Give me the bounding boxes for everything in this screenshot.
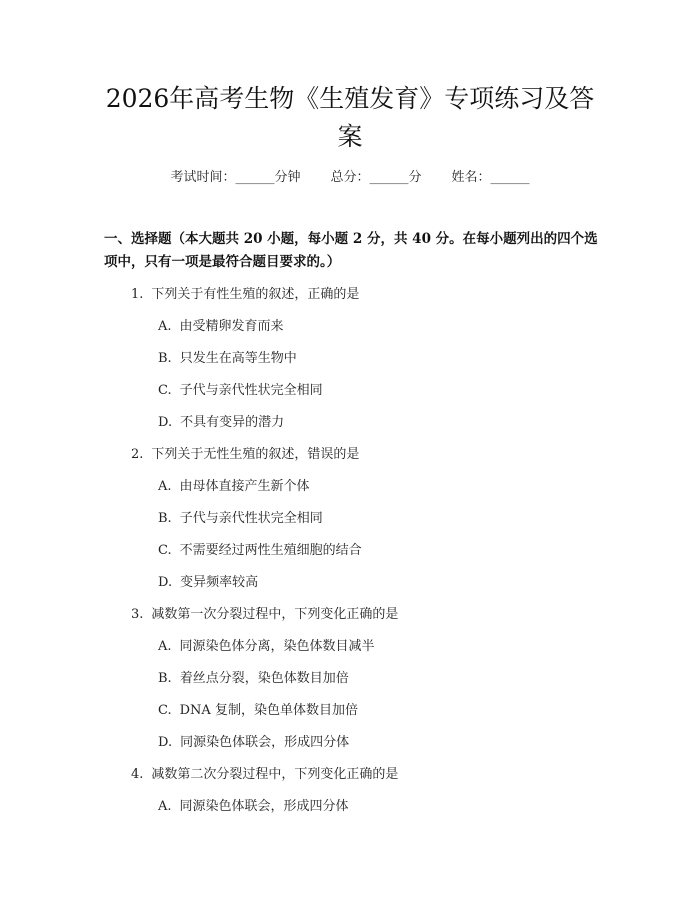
question-1-option-c (158, 379, 323, 398)
question-1-option-a (158, 315, 284, 334)
question-1 (131, 283, 359, 302)
question-4-option-a (158, 795, 349, 814)
question-2 (131, 443, 359, 462)
option-letter: C. (158, 543, 172, 558)
score-label: 总分： (330, 170, 370, 185)
time-label: 考试时间： (170, 170, 236, 185)
option-text: 子代与亲代性状完全相同 (179, 511, 323, 526)
question-3-option-d (158, 731, 349, 750)
question-number: 3. (131, 607, 144, 622)
option-text: 同源染色体分离，染色体数目减半 (179, 639, 375, 654)
option-letter: D. (158, 415, 173, 430)
question-2-option-a (158, 475, 310, 494)
question-3-option-a (158, 635, 375, 654)
option-text: 子代与亲代性状完全相同 (179, 383, 323, 398)
option-text: 由母体直接产生新个体 (179, 479, 310, 494)
option-letter: A. (158, 319, 172, 334)
question-3 (131, 603, 398, 622)
question-number: 2. (131, 447, 144, 462)
question-text: 下列关于有性生殖的叙述，正确的是 (151, 287, 360, 302)
option-letter: A. (158, 799, 172, 814)
question-text: 减数第二次分裂过程中，下列变化正确的是 (151, 767, 399, 782)
score-blank: ______ (369, 170, 409, 185)
option-text: 由受精卵发育而来 (179, 319, 284, 334)
section-heading-line2: 项中，只有一项是最符合题目要求的。） (104, 254, 341, 270)
option-letter: C. (158, 383, 172, 398)
option-text: 不具有变异的潜力 (180, 415, 285, 430)
question-text: 下列关于无性生殖的叙述，错误的是 (151, 447, 360, 462)
option-letter: A. (158, 639, 172, 654)
option-text: 同源染色体联会，形成四分体 (179, 799, 349, 814)
option-letter: A. (158, 479, 172, 494)
option-letter: B. (158, 671, 172, 686)
option-text: 变异频率较高 (180, 575, 259, 590)
question-2-option-b (158, 507, 323, 526)
name-label: 姓名： (451, 170, 491, 185)
question-4 (131, 763, 398, 782)
question-3-option-b (158, 667, 349, 686)
question-2-option-c (158, 539, 362, 558)
time-unit: 分钟 (274, 170, 301, 185)
question-2-option-d (158, 571, 258, 590)
time-blank: ______ (235, 170, 275, 185)
option-text: 不需要经过两性生殖细胞的结合 (179, 543, 362, 558)
exam-info (0, 166, 700, 185)
question-text: 减数第一次分裂过程中，下列变化正确的是 (151, 607, 399, 622)
option-letter: D. (158, 575, 173, 590)
name-blank: ______ (490, 170, 530, 185)
question-number: 1. (131, 287, 144, 302)
question-3-option-c (158, 699, 358, 718)
question-1-option-b (158, 347, 297, 366)
question-number: 4. (131, 767, 144, 782)
option-text: 只发生在高等生物中 (179, 351, 297, 366)
section-heading-line1: 一、选择题（本大题共 20 小题，每小题 2 分，共 40 分。在每小题列出的四个选 (104, 231, 598, 247)
option-letter: C. (158, 703, 172, 718)
page-title-line1: 2026年高考生物《生殖发育》专项练习及答 (105, 84, 595, 113)
option-letter: D. (158, 735, 173, 750)
option-text: DNA 复制，染色单体数目加倍 (179, 703, 358, 718)
question-1-option-d (158, 411, 284, 430)
option-letter: B. (158, 511, 172, 526)
page-title-line2: 案 (337, 122, 363, 151)
score-unit: 分 (408, 170, 422, 185)
option-text: 着丝点分裂，染色体数目加倍 (179, 671, 349, 686)
option-text: 同源染色体联会，形成四分体 (180, 735, 350, 750)
option-letter: B. (158, 351, 172, 366)
